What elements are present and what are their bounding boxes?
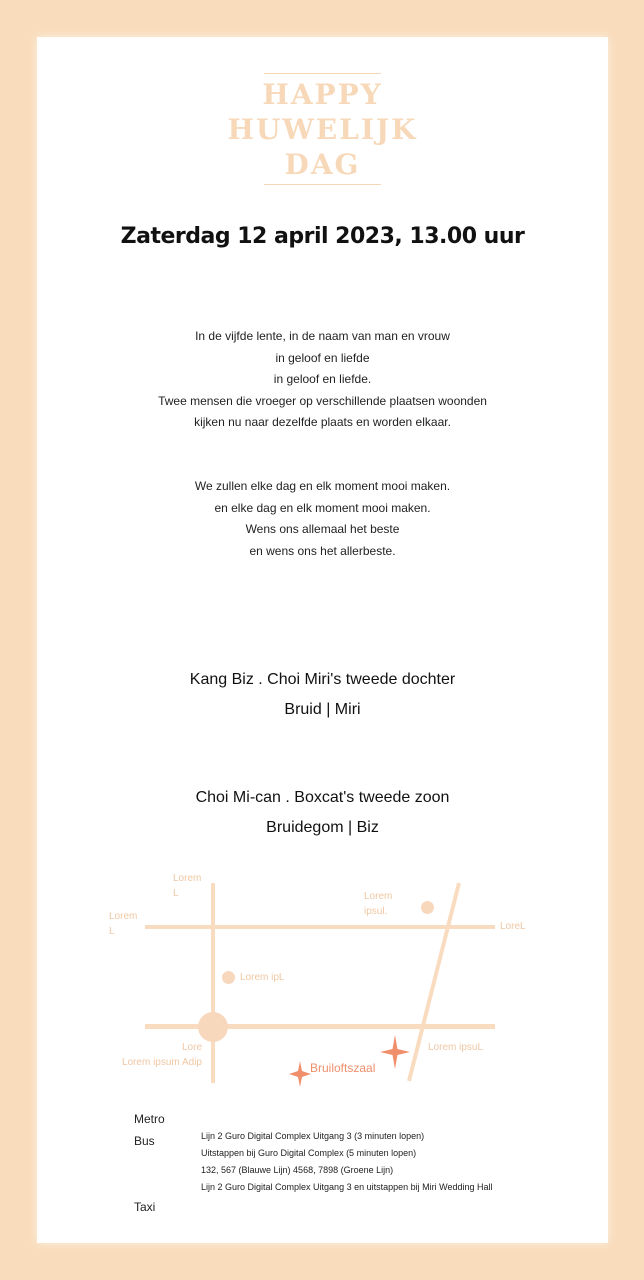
sparkle-icon <box>289 1061 311 1087</box>
map-label-top-right: Lorem ipsul. <box>364 891 393 917</box>
transport-line: Uitstappen bij Guro Digital Complex (5 minuten lopen) <box>201 1148 417 1158</box>
invitation-card <box>37 37 608 1243</box>
map-landmark-dot <box>421 901 434 914</box>
groom-name: Bruidegom | Biz <box>266 819 379 836</box>
bride-block <box>37 665 608 725</box>
poem-block-1 <box>37 326 608 434</box>
poem-line: We zullen elke dag en elk moment mooi maken. <box>194 479 451 493</box>
bus-label: Bus <box>134 1134 155 1148</box>
map-intersection-dot <box>198 1012 228 1042</box>
transport-line: Lijn 2 Guro Digital Complex Uitgang 3 en uitstappen bij Miri Wedding Hall <box>201 1182 493 1192</box>
sparkle-icon <box>380 1035 410 1069</box>
poem-line: en wens ons het allerbeste. <box>249 543 396 558</box>
groom-block <box>37 783 608 843</box>
map-label-right: LoreL <box>500 921 526 932</box>
taxi-label: Taxi <box>134 1200 156 1214</box>
title-line-1: HAPPY <box>262 78 383 111</box>
poem-line: in geloof en liefde. <box>273 372 372 386</box>
location-map[interactable] <box>37 867 608 1097</box>
event-date: Zaterdag 12 april 2023, 13.00 uur <box>120 224 525 249</box>
poem-line: kijken nu naar dezelfde plaats en worden elkaar. <box>194 415 451 429</box>
transport-line: Lijn 2 Guro Digital Complex Uitgang 3 (3 minuten lopen) <box>201 1131 425 1141</box>
map-label-left-text: Lorem L <box>109 911 138 937</box>
transport-section <box>37 1107 608 1217</box>
title-line-3: DAG <box>284 148 361 181</box>
title-line-2: HUWELIJK <box>227 113 418 146</box>
poem-line: Wens ons allemaal het beste <box>245 522 400 536</box>
title-top-rule <box>264 73 381 74</box>
bride-name: Bruid | Miri <box>284 701 361 718</box>
transport-line: 132, 567 (Blauwe Lijn) 4568, 7898 (Groene Lijn) <box>201 1165 394 1175</box>
title-bottom-rule <box>264 184 381 185</box>
poem-block-2 <box>37 476 608 562</box>
map-label-top: Lorem L <box>173 873 202 899</box>
map-road-vertical <box>211 883 215 1083</box>
map-landmark-dot <box>222 971 235 984</box>
poem-line: In de vijfde lente, in de naam van man en vrouw <box>195 329 450 343</box>
poem-line: in geloof en liefde <box>275 350 370 365</box>
groom-parents: Choi Mi-can . Boxcat's tweede zoon <box>195 789 450 806</box>
bride-parents: Kang Biz . Choi Miri's tweede dochter <box>189 671 456 688</box>
map-label-bottom-right: Lorem ipsuL <box>428 1042 484 1053</box>
map-label-mid: Lorem ipL <box>240 972 285 983</box>
metro-label: Metro <box>134 1112 165 1126</box>
poem-line: Twee mensen die vroeger op verschillende plaatsen woonden <box>158 393 487 408</box>
poem-line: en elke dag en elk moment mooi maken. <box>214 500 431 515</box>
map-label-bottom-left: Lore Lorem ipsum Adip <box>121 1042 202 1068</box>
venue-label: Bruiloftszaal <box>310 1061 376 1075</box>
